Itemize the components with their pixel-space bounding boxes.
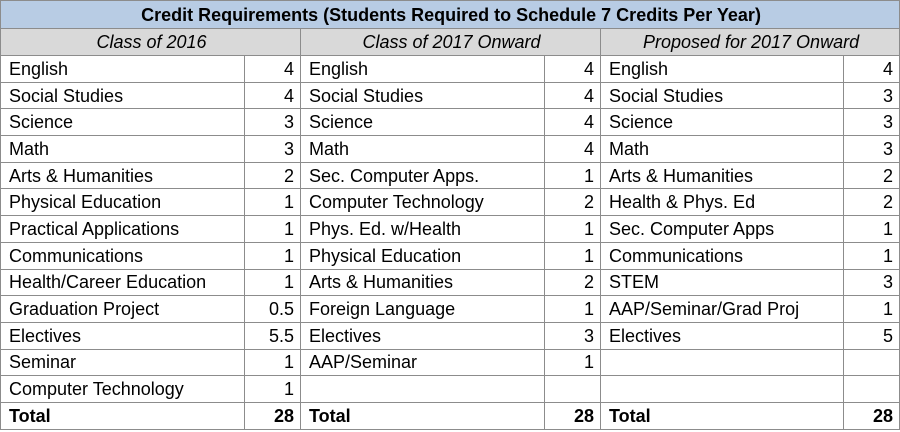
class-2016-credits: 4: [245, 56, 301, 83]
total-row: [1, 402, 900, 429]
column-heading-proposed-2017: Proposed for 2017 Onward: [601, 29, 900, 56]
proposed-2017-subject: Health & Phys. Ed: [601, 189, 844, 216]
class-2016-credits: 3: [245, 136, 301, 163]
proposed-2017-total-label: Total: [601, 402, 844, 429]
class-2016-subject: Science: [1, 109, 245, 136]
class-2016-credits: 1: [245, 269, 301, 296]
class-2017-onward-subject: English: [301, 56, 545, 83]
class-2017-onward-subject: [301, 376, 545, 403]
proposed-2017-total-value: 28: [844, 402, 900, 429]
class-2016-credits: 1: [245, 189, 301, 216]
proposed-2017-subject: [601, 376, 844, 403]
table-row: [1, 162, 900, 189]
class-2016-total-label: Total: [1, 402, 245, 429]
class-2017-onward-subject: Foreign Language: [301, 296, 545, 323]
class-2016-subject: Health/Career Education: [1, 269, 245, 296]
proposed-2017-credits: 2: [844, 162, 900, 189]
class-2016-subject: Practical Applications: [1, 216, 245, 243]
class-2017-onward-credits: 3: [545, 322, 601, 349]
table-row: [1, 242, 900, 269]
class-2016-credits: 5.5: [245, 322, 301, 349]
class-2017-onward-credits: 4: [545, 82, 601, 109]
table-row: [1, 109, 900, 136]
proposed-2017-credits: [844, 376, 900, 403]
class-2017-onward-credits: 1: [545, 349, 601, 376]
proposed-2017-subject: [601, 349, 844, 376]
proposed-2017-credits: 4: [844, 56, 900, 83]
class-2017-onward-subject: Math: [301, 136, 545, 163]
column-heading-class-2017-onward: Class of 2017 Onward: [301, 29, 601, 56]
proposed-2017-subject: Social Studies: [601, 82, 844, 109]
proposed-2017-subject: Electives: [601, 322, 844, 349]
class-2016-total-value: 28: [245, 402, 301, 429]
proposed-2017-subject: Sec. Computer Apps: [601, 216, 844, 243]
class-2017-onward-subject: Social Studies: [301, 82, 545, 109]
class-2016-credits: 1: [245, 242, 301, 269]
class-2016-credits: 1: [245, 349, 301, 376]
table-row: [1, 349, 900, 376]
class-2016-subject: Electives: [1, 322, 245, 349]
proposed-2017-credits: 2: [844, 189, 900, 216]
proposed-2017-subject: Science: [601, 109, 844, 136]
class-2016-subject: Communications: [1, 242, 245, 269]
table-row: [1, 376, 900, 403]
proposed-2017-subject: English: [601, 56, 844, 83]
class-2017-onward-total-label: Total: [301, 402, 545, 429]
proposed-2017-subject: AAP/Seminar/Grad Proj: [601, 296, 844, 323]
class-2017-onward-credits: 2: [545, 189, 601, 216]
class-2017-onward-credits: 1: [545, 296, 601, 323]
title-row: [1, 1, 900, 29]
class-2017-onward-credits: 4: [545, 56, 601, 83]
proposed-2017-credits: 3: [844, 136, 900, 163]
class-2017-onward-credits: 2: [545, 269, 601, 296]
class-2016-subject: English: [1, 56, 245, 83]
class-2016-subject: Physical Education: [1, 189, 245, 216]
proposed-2017-credits: 1: [844, 242, 900, 269]
table-row: [1, 269, 900, 296]
class-2016-credits: 0.5: [245, 296, 301, 323]
class-2016-subject: Graduation Project: [1, 296, 245, 323]
proposed-2017-credits: 5: [844, 322, 900, 349]
class-2016-subject: Math: [1, 136, 245, 163]
class-2017-onward-subject: Computer Technology: [301, 189, 545, 216]
table-row: [1, 82, 900, 109]
table-body: [1, 56, 900, 430]
class-2017-onward-subject: Sec. Computer Apps.: [301, 162, 545, 189]
class-2017-onward-total-value: 28: [545, 402, 601, 429]
class-2017-onward-credits: 4: [545, 109, 601, 136]
class-2016-credits: 1: [245, 376, 301, 403]
proposed-2017-subject: Math: [601, 136, 844, 163]
class-2016-credits: 1: [245, 216, 301, 243]
proposed-2017-credits: 3: [844, 82, 900, 109]
class-2017-onward-subject: Physical Education: [301, 242, 545, 269]
class-2017-onward-credits: 1: [545, 216, 601, 243]
class-2016-subject: Seminar: [1, 349, 245, 376]
class-2017-onward-credits: [545, 376, 601, 403]
class-2016-subject: Social Studies: [1, 82, 245, 109]
class-2017-onward-subject: Phys. Ed. w/Health: [301, 216, 545, 243]
proposed-2017-credits: 1: [844, 296, 900, 323]
class-2017-onward-subject: Science: [301, 109, 545, 136]
proposed-2017-subject: STEM: [601, 269, 844, 296]
table-row: [1, 296, 900, 323]
class-2016-subject: Computer Technology: [1, 376, 245, 403]
class-2017-onward-subject: AAP/Seminar: [301, 349, 545, 376]
table-row: [1, 56, 900, 83]
proposed-2017-credits: [844, 349, 900, 376]
table-row: [1, 322, 900, 349]
column-heading-class-2016: Class of 2016: [1, 29, 301, 56]
class-2017-onward-subject: Arts & Humanities: [301, 269, 545, 296]
class-2017-onward-credits: 1: [545, 162, 601, 189]
class-2016-credits: 4: [245, 82, 301, 109]
table-row: [1, 216, 900, 243]
proposed-2017-subject: Arts & Humanities: [601, 162, 844, 189]
proposed-2017-credits: 3: [844, 109, 900, 136]
proposed-2017-subject: Communications: [601, 242, 844, 269]
class-2017-onward-credits: 4: [545, 136, 601, 163]
class-2016-subject: Arts & Humanities: [1, 162, 245, 189]
proposed-2017-credits: 3: [844, 269, 900, 296]
table-title: Credit Requirements (Students Required to Schedule 7 Credits Per Year): [1, 1, 900, 29]
table-row: [1, 189, 900, 216]
table-row: [1, 136, 900, 163]
column-heading-row: [1, 29, 900, 56]
class-2016-credits: 2: [245, 162, 301, 189]
class-2017-onward-credits: 1: [545, 242, 601, 269]
class-2017-onward-subject: Electives: [301, 322, 545, 349]
class-2016-credits: 3: [245, 109, 301, 136]
proposed-2017-credits: 1: [844, 216, 900, 243]
